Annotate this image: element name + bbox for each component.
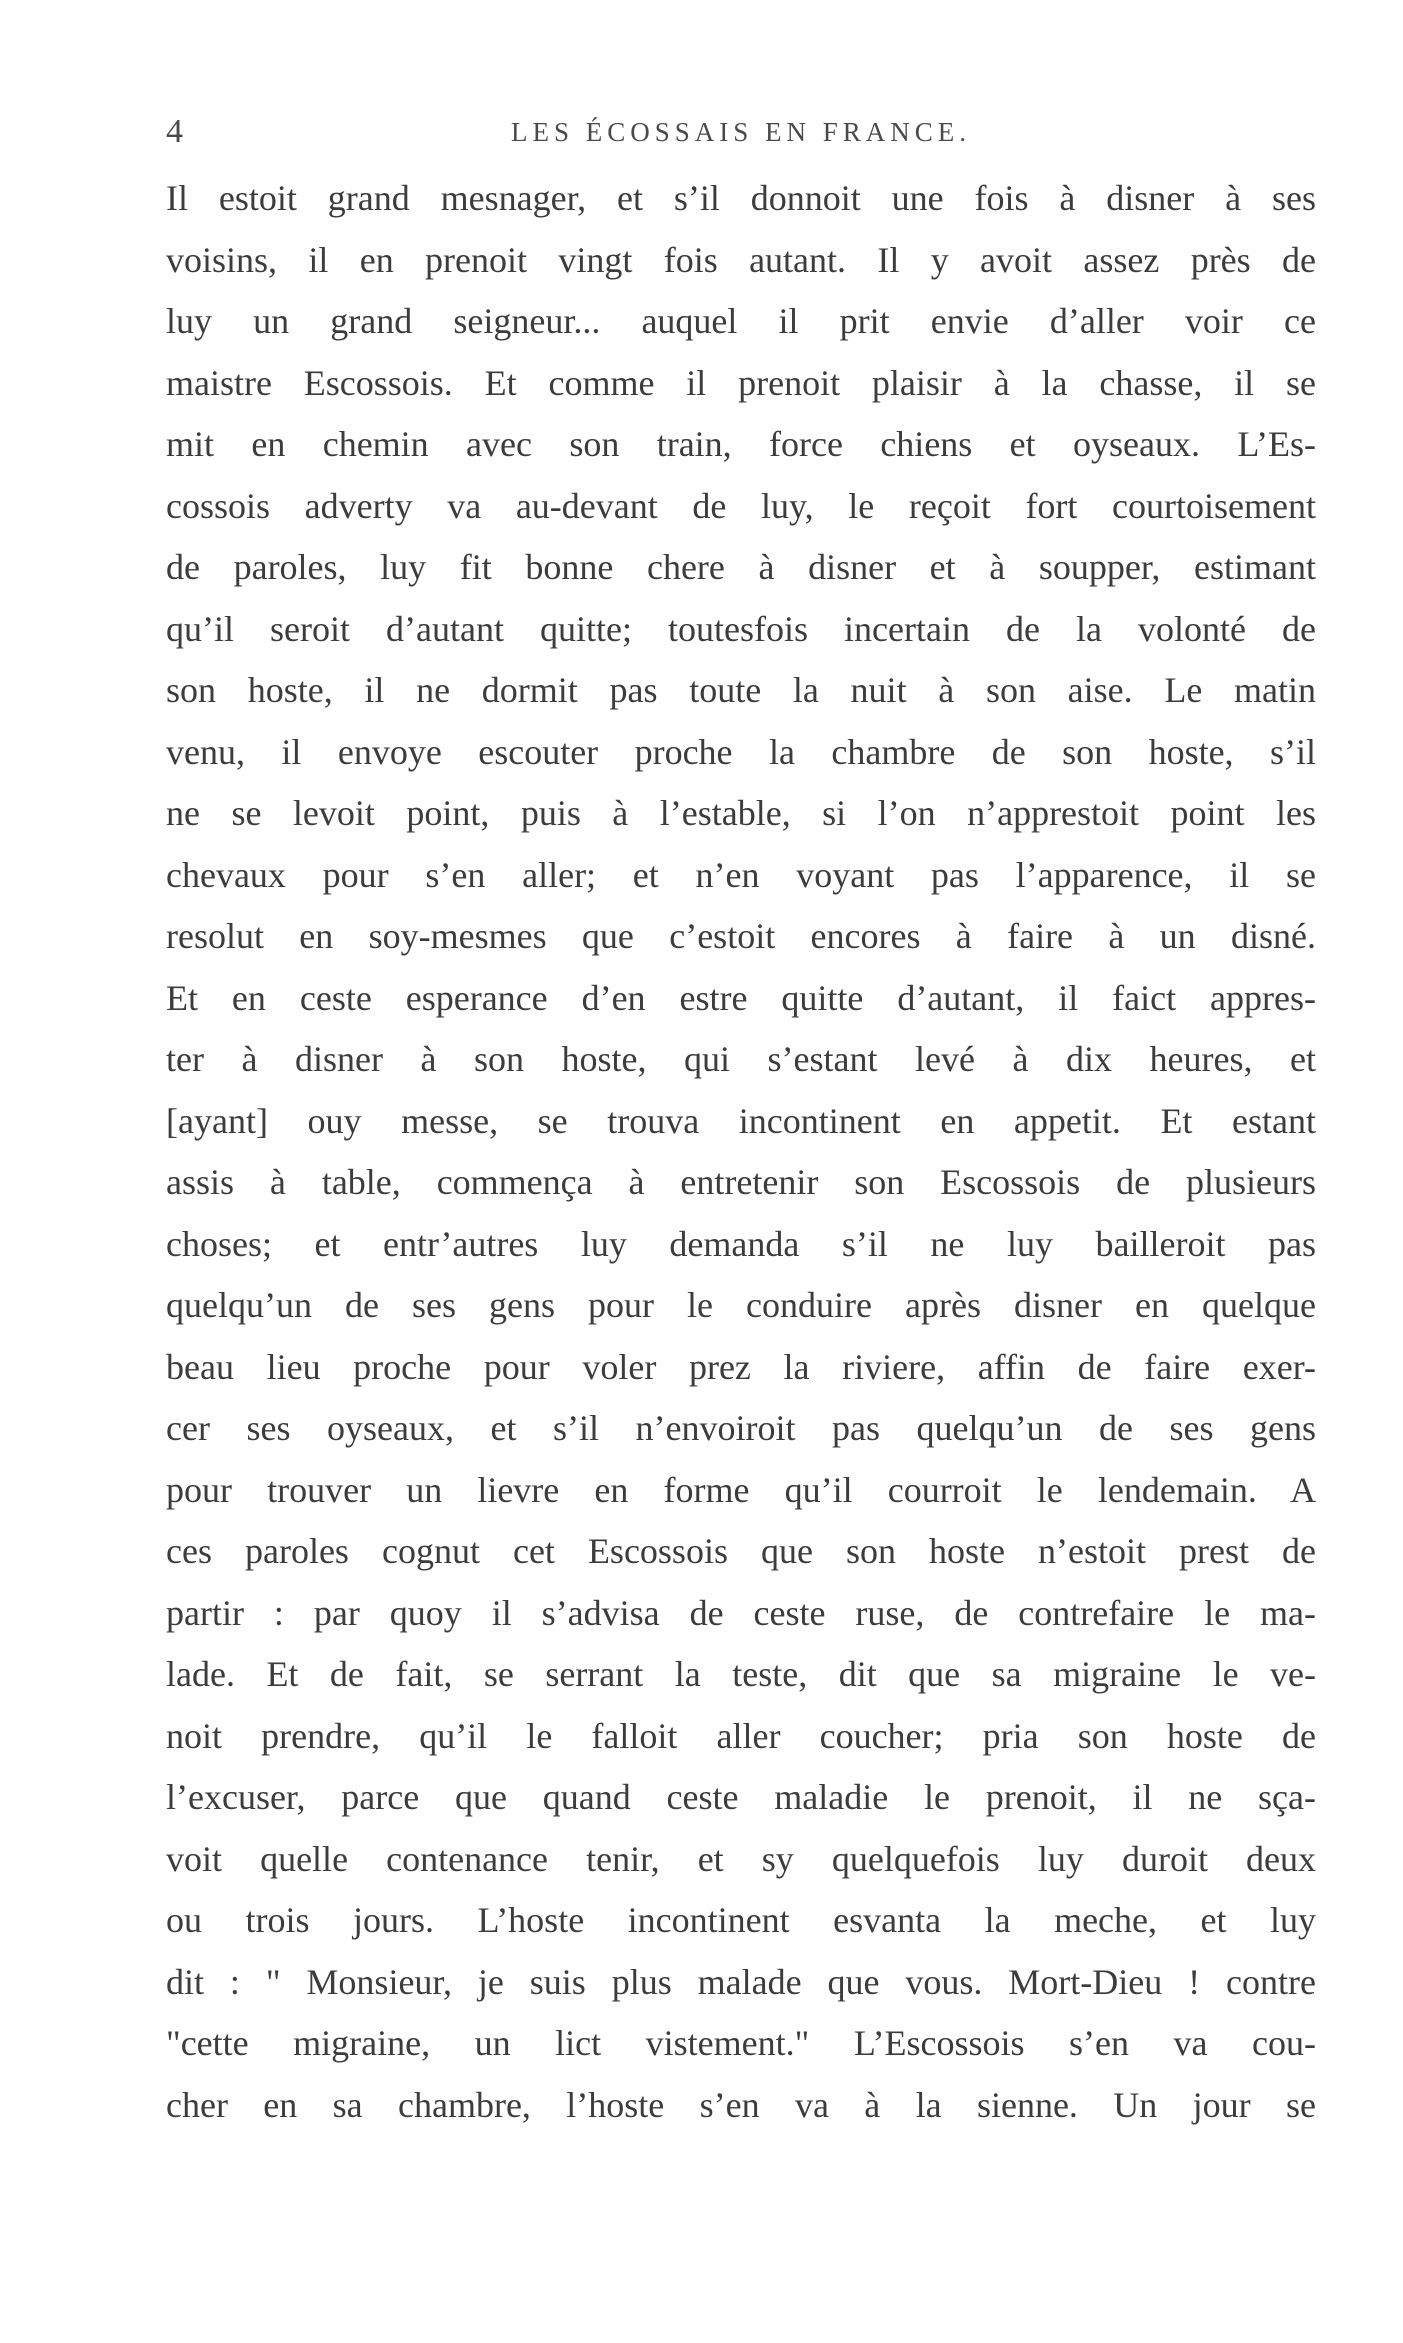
text-line: dit : " Monsieur, je suis plus malade que vous. Mort-Dieu ! contre [166,1961,1316,2002]
text-line: venu, il envoye escouter proche la chambre de son hoste, s’il [166,731,1316,772]
text-line: mit en chemin avec son train, force chiens et oyseaux. L’Es- [166,424,1316,464]
running-head [166,112,1316,152]
text-line: partir : par quoy il s’advisa de ceste ruse, de contrefaire le ma- [166,1592,1316,1633]
text-line: ou trois jours. L’hoste incontinent esvanta la meche, et luy [166,1900,1316,1940]
page-number: 4 [166,113,183,150]
text-line: [ayant] ouy messe, se trouva incontinent en appetit. Et estant [166,1100,1316,1141]
text-line: de paroles, luy fit bonne chere à disner et à soupper, estimant [166,547,1316,587]
text-line: son hoste, il ne dormit pas toute la nuit à son aise. Le matin [166,670,1316,710]
text-line: assis à table, commença à entretenir son Escossois de plusieurs [166,1162,1316,1202]
text-line: "cette migraine, un lict vistement." L’Escossois s’en va cou- [166,2023,1316,2063]
text-line: ter à disner à son hoste, qui s’estant levé à dix heures, et [166,1039,1316,1079]
text-line: cher en sa chambre, l’hoste s’en va à la sienne. Un jour se [166,2084,1316,2125]
text-line: choses; et entr’autres luy demanda s’il ne luy bailleroit pas [166,1223,1316,1264]
text-line: chevaux pour s’en aller; et n’en voyant pas l’apparence, il se [166,854,1316,895]
text-line: lade. Et de fait, se serrant la teste, dit que sa migraine le ve- [166,1654,1316,1694]
body-text [166,168,1316,2136]
text-line: Et en ceste esperance d’en estre quitte d’autant, il faict appres- [166,977,1316,1018]
text-line: l’excuser, parce que quand ceste maladie le prenoit, il ne sça- [166,1777,1316,1817]
text-line: voit quelle contenance tenir, et sy quelquefois luy duroit deux [166,1838,1316,1879]
text-line: noit prendre, qu’il le falloit aller coucher; pria son hoste de [166,1715,1316,1756]
text-line: cer ses oyseaux, et s’il n’envoiroit pas quelqu’un de ses gens [166,1408,1316,1448]
text-line: qu’il seroit d’autant quitte; toutesfois incertain de la volonté de [166,608,1316,649]
text-line: ne se levoit point, puis à l’estable, si l’on n’apprestoit point les [166,793,1316,833]
text-line: cossois adverty va au-devant de luy, le reçoit fort courtoisement [166,485,1316,526]
text-line: pour trouver un lievre en forme qu’il courroit le lendemain. A [166,1469,1316,1510]
running-title: LES ÉCOSSAIS EN FRANCE. [510,117,972,147]
text-line: voisins, il en prenoit vingt fois autant. Il y avoit assez près de [166,239,1316,280]
text-line: luy un grand seigneur... auquel il prit envie d’aller voir ce [166,301,1316,341]
text-line: resolut en soy-mesmes que c’estoit encores à faire à un disné. [166,916,1316,956]
text-line: maistre Escossois. Et comme il prenoit plaisir à la chasse, il se [166,362,1316,403]
text-line: quelqu’un de ses gens pour le conduire après disner en quelque [166,1285,1316,1325]
text-line: ces paroles cognut cet Escossois que son hoste n’estoit prest de [166,1531,1316,1571]
text-line: Il estoit grand mesnager, et s’il donnoit une fois à disner à ses [166,178,1316,218]
text-line: beau lieu proche pour voler prez la riviere, affin de faire exer- [166,1346,1316,1387]
